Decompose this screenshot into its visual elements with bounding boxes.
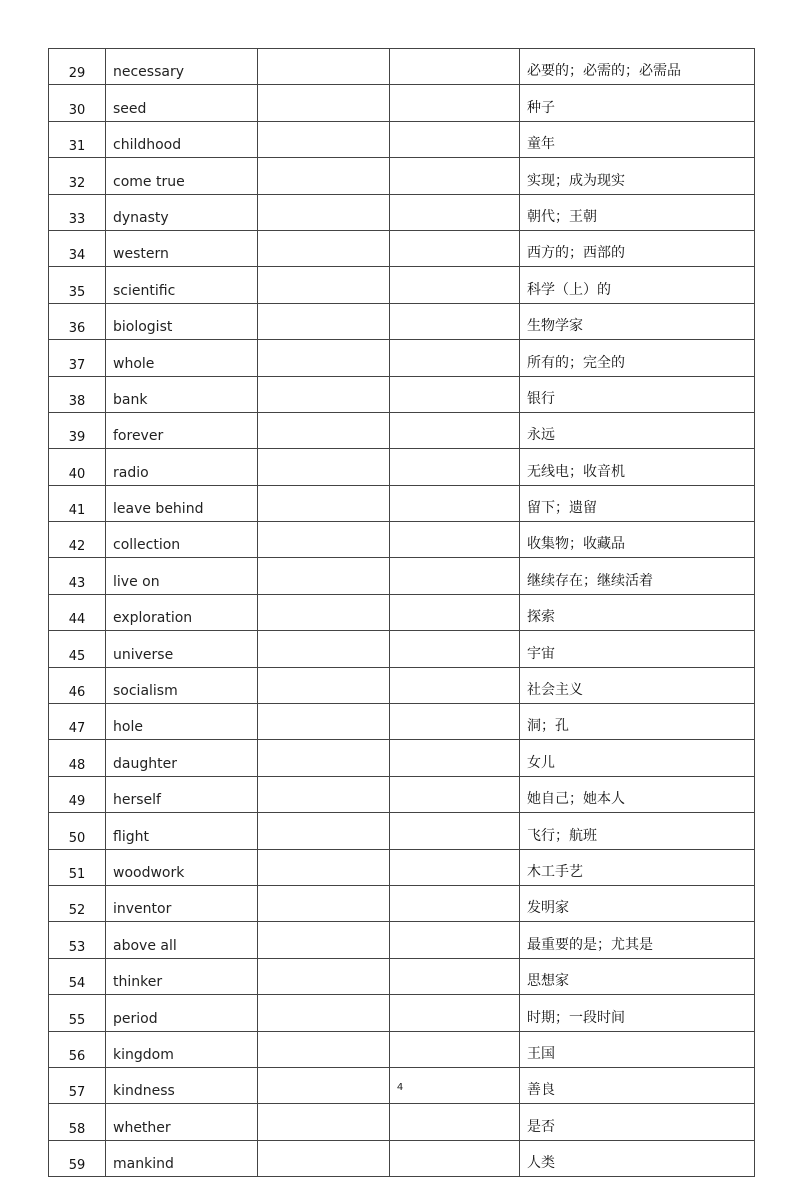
blank-cell <box>390 558 520 594</box>
blank-cell <box>258 158 390 194</box>
english-word: flight <box>106 813 258 849</box>
english-word: come true <box>106 158 258 194</box>
blank-cell <box>258 85 390 121</box>
blank-cell <box>390 340 520 376</box>
table-row <box>49 121 755 157</box>
row-number: 37 <box>49 340 106 376</box>
blank-cell <box>258 594 390 630</box>
blank-cell <box>258 885 390 921</box>
english-word: inventor <box>106 885 258 921</box>
chinese-meaning: 女儿 <box>520 740 755 776</box>
blank-cell <box>258 194 390 230</box>
blank-cell <box>390 485 520 521</box>
row-number: 46 <box>49 667 106 703</box>
table-row <box>49 922 755 958</box>
vocabulary-table <box>48 48 755 1177</box>
table-row <box>49 158 755 194</box>
table-row <box>49 704 755 740</box>
blank-cell <box>390 594 520 630</box>
blank-cell <box>390 522 520 558</box>
blank-cell <box>258 49 390 85</box>
blank-cell <box>390 1031 520 1067</box>
english-word: whole <box>106 340 258 376</box>
chinese-meaning: 发明家 <box>520 885 755 921</box>
table-row <box>49 85 755 121</box>
chinese-meaning: 生物学家 <box>520 303 755 339</box>
table-row <box>49 49 755 85</box>
chinese-meaning: 善良 <box>520 1067 755 1103</box>
table-row <box>49 958 755 994</box>
table-row <box>49 376 755 412</box>
blank-cell <box>390 158 520 194</box>
english-word: dynasty <box>106 194 258 230</box>
blank-cell <box>390 631 520 667</box>
blank-cell <box>390 1104 520 1140</box>
blank-cell <box>258 995 390 1031</box>
row-number: 45 <box>49 631 106 667</box>
row-number: 49 <box>49 776 106 812</box>
row-number: 59 <box>49 1140 106 1176</box>
row-number: 51 <box>49 849 106 885</box>
row-number: 48 <box>49 740 106 776</box>
row-number: 38 <box>49 376 106 412</box>
chinese-meaning: 收集物；收藏品 <box>520 522 755 558</box>
blank-cell <box>258 740 390 776</box>
table-row <box>49 230 755 266</box>
row-number: 47 <box>49 704 106 740</box>
chinese-meaning: 王国 <box>520 1031 755 1067</box>
english-word: socialism <box>106 667 258 703</box>
table-row <box>49 303 755 339</box>
chinese-meaning: 继续存在；继续活着 <box>520 558 755 594</box>
blank-cell <box>258 1104 390 1140</box>
blank-cell <box>390 376 520 412</box>
row-number: 52 <box>49 885 106 921</box>
blank-cell <box>390 49 520 85</box>
blank-cell <box>258 813 390 849</box>
blank-cell <box>258 1140 390 1176</box>
row-number: 36 <box>49 303 106 339</box>
english-word: universe <box>106 631 258 667</box>
row-number: 33 <box>49 194 106 230</box>
blank-cell <box>258 631 390 667</box>
english-word: biologist <box>106 303 258 339</box>
row-number: 35 <box>49 267 106 303</box>
table-row <box>49 740 755 776</box>
blank-cell <box>390 412 520 448</box>
row-number: 54 <box>49 958 106 994</box>
blank-cell <box>258 522 390 558</box>
chinese-meaning: 思想家 <box>520 958 755 994</box>
chinese-meaning: 宇宙 <box>520 631 755 667</box>
english-word: herself <box>106 776 258 812</box>
row-number: 41 <box>49 485 106 521</box>
blank-cell <box>390 849 520 885</box>
table-row <box>49 194 755 230</box>
english-word: forever <box>106 412 258 448</box>
table-row <box>49 522 755 558</box>
chinese-meaning: 木工手艺 <box>520 849 755 885</box>
blank-cell <box>258 704 390 740</box>
blank-cell <box>258 667 390 703</box>
table-row <box>49 594 755 630</box>
row-number: 57 <box>49 1067 106 1103</box>
chinese-meaning: 她自己；她本人 <box>520 776 755 812</box>
chinese-meaning: 无线电；收音机 <box>520 449 755 485</box>
english-word: radio <box>106 449 258 485</box>
blank-cell <box>390 885 520 921</box>
blank-cell <box>390 958 520 994</box>
english-word: live on <box>106 558 258 594</box>
table-row <box>49 631 755 667</box>
blank-cell <box>258 121 390 157</box>
table-row <box>49 849 755 885</box>
row-number: 29 <box>49 49 106 85</box>
blank-cell <box>390 85 520 121</box>
row-number: 39 <box>49 412 106 448</box>
chinese-meaning: 留下；遗留 <box>520 485 755 521</box>
blank-cell <box>390 667 520 703</box>
english-word: thinker <box>106 958 258 994</box>
blank-cell <box>258 485 390 521</box>
chinese-meaning: 童年 <box>520 121 755 157</box>
blank-cell <box>390 230 520 266</box>
english-word: exploration <box>106 594 258 630</box>
blank-cell <box>390 267 520 303</box>
english-word: necessary <box>106 49 258 85</box>
row-number: 44 <box>49 594 106 630</box>
blank-cell <box>258 230 390 266</box>
blank-cell <box>258 376 390 412</box>
row-number: 53 <box>49 922 106 958</box>
english-word: scientific <box>106 267 258 303</box>
row-number: 43 <box>49 558 106 594</box>
blank-cell <box>258 776 390 812</box>
blank-cell <box>390 776 520 812</box>
chinese-meaning: 银行 <box>520 376 755 412</box>
english-word: kindness <box>106 1067 258 1103</box>
chinese-meaning: 最重要的是；尤其是 <box>520 922 755 958</box>
blank-cell <box>390 303 520 339</box>
english-word: daughter <box>106 740 258 776</box>
blank-cell <box>258 303 390 339</box>
blank-cell <box>258 558 390 594</box>
chinese-meaning: 必要的；必需的；必需品 <box>520 49 755 85</box>
chinese-meaning: 洞；孔 <box>520 704 755 740</box>
english-word: leave behind <box>106 485 258 521</box>
english-word: western <box>106 230 258 266</box>
english-word: period <box>106 995 258 1031</box>
chinese-meaning: 西方的；西部的 <box>520 230 755 266</box>
row-number: 50 <box>49 813 106 849</box>
row-number: 34 <box>49 230 106 266</box>
table-row <box>49 667 755 703</box>
blank-cell <box>390 922 520 958</box>
table-row <box>49 776 755 812</box>
chinese-meaning: 时期；一段时间 <box>520 995 755 1031</box>
blank-cell <box>258 267 390 303</box>
row-number: 31 <box>49 121 106 157</box>
chinese-meaning: 飞行；航班 <box>520 813 755 849</box>
blank-cell <box>390 740 520 776</box>
blank-cell <box>390 121 520 157</box>
blank-cell <box>258 412 390 448</box>
chinese-meaning: 探索 <box>520 594 755 630</box>
row-number: 30 <box>49 85 106 121</box>
blank-cell <box>258 922 390 958</box>
blank-cell <box>390 704 520 740</box>
row-number: 40 <box>49 449 106 485</box>
chinese-meaning: 实现；成为现实 <box>520 158 755 194</box>
english-word: childhood <box>106 121 258 157</box>
english-word: woodwork <box>106 849 258 885</box>
blank-cell <box>258 849 390 885</box>
chinese-meaning: 朝代；王朝 <box>520 194 755 230</box>
table-row <box>49 412 755 448</box>
blank-cell <box>258 958 390 994</box>
blank-cell <box>258 340 390 376</box>
chinese-meaning: 是否 <box>520 1104 755 1140</box>
blank-cell <box>390 449 520 485</box>
table-row <box>49 995 755 1031</box>
english-word: above all <box>106 922 258 958</box>
blank-cell <box>390 995 520 1031</box>
row-number: 55 <box>49 995 106 1031</box>
table-row <box>49 1104 755 1140</box>
chinese-meaning: 社会主义 <box>520 667 755 703</box>
english-word: seed <box>106 85 258 121</box>
table-row <box>49 813 755 849</box>
vocabulary-table-body <box>49 49 755 1177</box>
english-word: collection <box>106 522 258 558</box>
table-row <box>49 267 755 303</box>
chinese-meaning: 科学（上）的 <box>520 267 755 303</box>
row-number: 58 <box>49 1104 106 1140</box>
blank-cell <box>390 1140 520 1176</box>
table-row <box>49 1031 755 1067</box>
english-word: mankind <box>106 1140 258 1176</box>
page-number: 4 <box>396 1082 404 1093</box>
table-row <box>49 1140 755 1176</box>
english-word: whether <box>106 1104 258 1140</box>
blank-cell <box>258 1031 390 1067</box>
english-word: kingdom <box>106 1031 258 1067</box>
row-number: 32 <box>49 158 106 194</box>
row-number: 42 <box>49 522 106 558</box>
table-row <box>49 340 755 376</box>
chinese-meaning: 所有的；完全的 <box>520 340 755 376</box>
chinese-meaning: 种子 <box>520 85 755 121</box>
table-row <box>49 558 755 594</box>
chinese-meaning: 永远 <box>520 412 755 448</box>
table-row <box>49 485 755 521</box>
english-word: bank <box>106 376 258 412</box>
chinese-meaning: 人类 <box>520 1140 755 1176</box>
blank-cell <box>390 813 520 849</box>
blank-cell <box>390 194 520 230</box>
row-number: 56 <box>49 1031 106 1067</box>
table-row <box>49 885 755 921</box>
blank-cell <box>258 449 390 485</box>
english-word: hole <box>106 704 258 740</box>
table-row <box>49 449 755 485</box>
